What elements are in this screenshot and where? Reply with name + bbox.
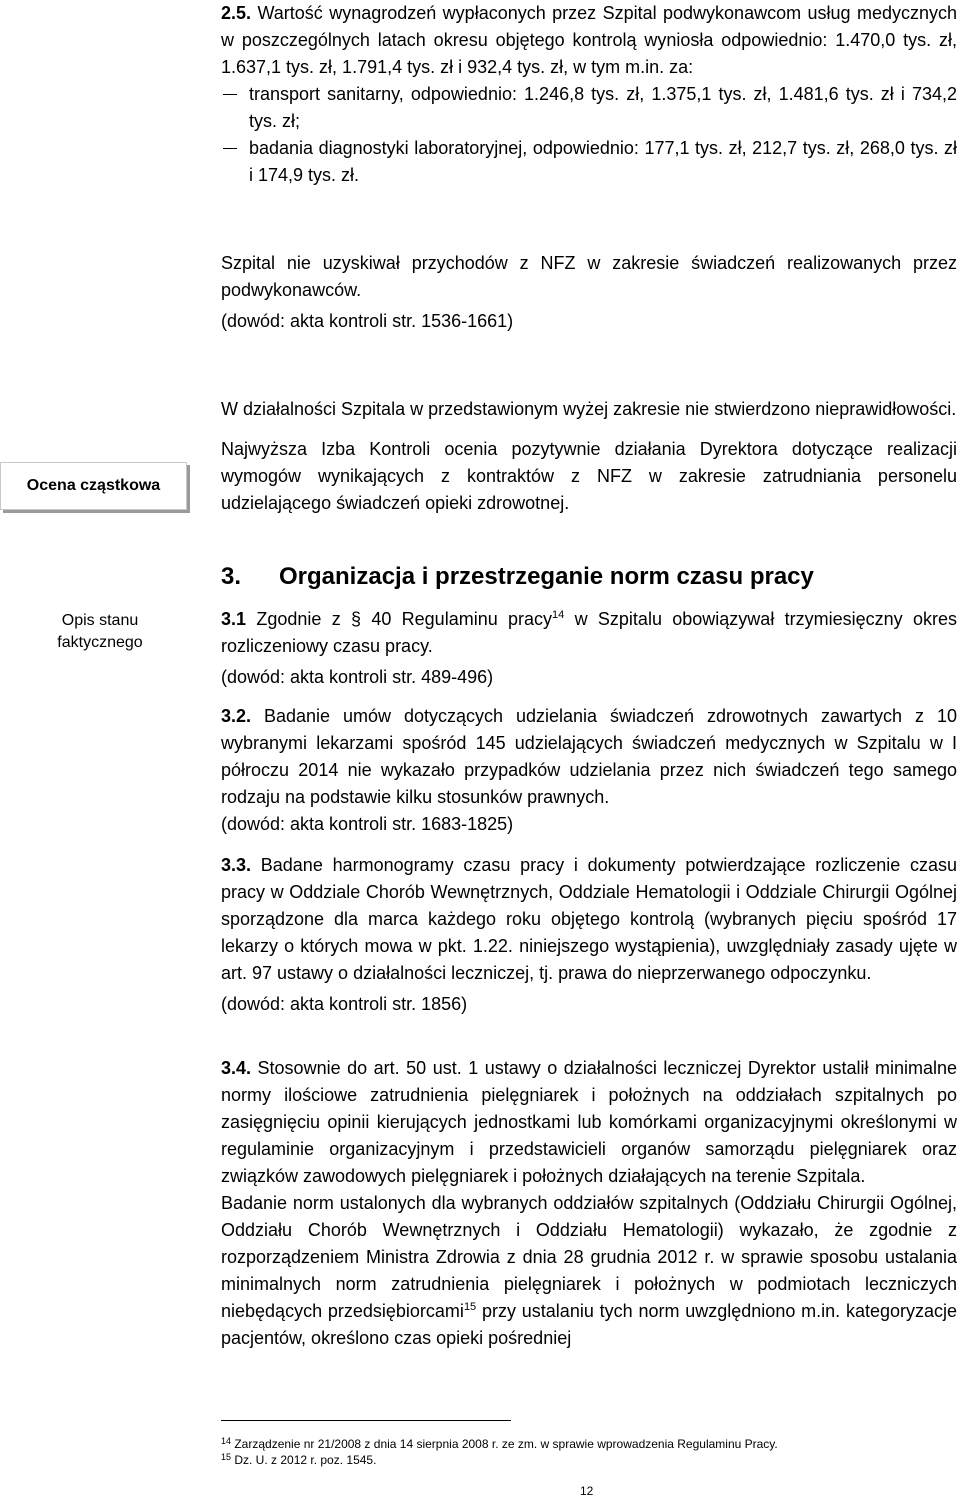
section-number: 3. (221, 563, 242, 590)
evidence-note: (dowód: akta kontroli str. 1683-1825) (221, 814, 514, 834)
footnote (221, 1452, 957, 1468)
evidence-note: (dowód: akta kontroli str. 1856) (221, 994, 468, 1014)
list-item: badania diagnostyki laboratoryjnej, odpowiednio: 177,1 tys. zł, 212,7 tys. zł, 268,0 tys. zł i 174,9 tys. zł. (221, 135, 957, 189)
paragraph-text-cont: w Szpitalu obowiązywał trzymiesięczny okres rozliczeniowy czasu pracy. (221, 609, 957, 656)
cost-breakdown-list (221, 81, 957, 189)
paragraph-text: Badanie umów dotyczących udzielania świadczeń zdrowotnych zawartych z 10 wybranymi lekarzami spośród 145 udzielających świadczeń medycznych w Szpitalu w I półroczu 2014 nie wykazało przypadków udzielania przez nich świadczeń tego samego rodzaju na podstawie kilku stosunków prawnych. (221, 706, 957, 807)
paragraph-3-2 (221, 703, 957, 811)
partial-assessment-box (0, 462, 187, 510)
footnote-separator (221, 1420, 511, 1421)
paragraph-number: 3.2. (221, 706, 252, 726)
list-item: transport sanitarny, odpowiednio: 1.246,8 tys. zł, 1.375,1 tys. zł, 1.481,6 tys. zł i 734,2 tys. zł; (221, 81, 957, 135)
paragraph-text-cont: przy ustalaniu tych norm uwzględniono m.in. kategoryzacje pacjentów, określono czas opieki pośredniej (221, 1301, 957, 1348)
paragraph-3-1-block (221, 606, 957, 691)
facts-label-line2: faktycznego (57, 634, 143, 651)
paragraph-text: Zgodnie z § 40 Regulaminu pracy (246, 609, 553, 629)
paragraph-3-3 (221, 852, 957, 987)
footnote (221, 1436, 957, 1452)
footnote-number: 14 (221, 1436, 232, 1446)
paragraph-3-4 (221, 1055, 957, 1190)
section-title: Organizacja i przestrzeganie norm czasu pracy (279, 563, 814, 590)
paragraph-text: Wartość wynagrodzeń wypłaconych przez Szpital podwykonawcom usług medycznych w poszczególnych latach okresu objętego kontrolą wyniosła odpowiednio: 1.470,0 tys. zł, 1.637,1 tys. zł, 1.791,4 tys. zł i 932,4 tys. zł, w tym m.in. za: (221, 3, 957, 77)
facts-label-line1: Opis stanu (61, 612, 139, 629)
page-number: 12 (580, 1484, 594, 1498)
paragraph-3-4-block (221, 1055, 957, 1352)
paragraph-number: 3.1 (221, 609, 247, 629)
footnote-ref-15[interactable]: 15 (463, 1301, 477, 1313)
paragraph-number: 3.3. (221, 855, 252, 875)
paragraph-text: Badanie norm ustalonych dla wybranych oddziałów szpitalnych (Oddziału Chirurgii Ogólnej, Oddziału Chorób Wewnętrznych i Oddziału Hematologii) wykazało, że zgodnie z rozporządzeniem Ministra Zdrowia z dnia 28 grudnia 2012 r. w sprawie sposobu ustalania minimalnych norm zatrudnienia pielęgniarek i położnych w podmiotach leczniczych niebędących przedsiębiorcami (221, 1193, 957, 1321)
footnote-ref-14[interactable]: 14 (552, 609, 565, 621)
paragraph-number: 3.4. (221, 1058, 252, 1078)
footnotes (221, 1436, 957, 1468)
footnote-text: Zarządzenie nr 21/2008 z dnia 14 sierpnia 2008 r. ze zm. w sprawie wprowadzenia Regulaminu Pracy. (231, 1437, 778, 1451)
nfz-note: Szpital nie uzyskiwał przychodów z NFZ w zakresie świadczeń realizowanych przez podwykonawców. (221, 253, 957, 300)
paragraph-3-3-block (221, 852, 957, 1018)
nfz-note-block (221, 250, 957, 335)
evidence-note: (dowód: akta kontroli str. 489-496) (221, 667, 494, 687)
section-heading (221, 562, 957, 592)
positive-assessment-text: Najwyższa Izba Kontroli ocenia pozytywnie działania Dyrektora dotyczące realizacji wymogów wynikających z kontraktów z NFZ w zakresie zatrudniania personelu udzielającego świadczeń opieki zdrowotnej. (221, 439, 957, 513)
paragraph-2-5 (221, 0, 957, 81)
paragraph-text: Stosownie do art. 50 ust. 1 ustawy o działalności leczniczej Dyrektor ustalił minimalne normy ilościowe zatrudnienia pielęgniarek i położnych na oddziałach szpitalnych po zasięgnięciu opinii kierujących jednostkami lub komórkami organizacyjnymi określonymi w regulaminie organizacyjnym i przedstawicieli organów samorządu pielęgniarek oraz związków zawodowych pielęgniarek i położnych działających na terenie Szpitala. (221, 1058, 957, 1186)
paragraph-3-2-block (221, 703, 957, 838)
paragraph-text: Badane harmonogramy czasu pracy i dokumenty potwierdzające rozliczenie czasu pracy w Oddziale Chorób Wewnętrznych, Oddziale Hematologii i Oddziale Chirurgii Ogólnej sporządzone dla marca każdego roku objętego kontrolą (wybranych pięciu spośród 17 lekarzy o których mowa w pkt. 1.22. niniejszego wystąpienia), uwzględniały zasady ujęte w art. 97 ustawy o działalności leczniczej, tj. prawa do nieprzerwanego odpoczynku. (221, 855, 957, 983)
facts-description-label (40, 610, 160, 654)
footnote-number: 15 (221, 1452, 232, 1462)
no-irregularities-text: W działalności Szpitala w przedstawionym wyżej zakresie nie stwierdzono nieprawidłowości. (221, 399, 957, 419)
section-3-heading-block (221, 562, 957, 592)
paragraph-3-4-cont (221, 1190, 957, 1352)
section-2-5 (221, 0, 957, 189)
evidence-note: (dowód: akta kontroli str. 1536-1661) (221, 311, 514, 331)
paragraph-3-1 (221, 606, 957, 660)
footnote-text: Dz. U. z 2012 r. poz. 1545. (231, 1453, 377, 1467)
partial-assessment-label: Ocena cząstkowa (26, 477, 161, 494)
paragraph-number: 2.5. (221, 3, 252, 23)
assessment-block (221, 396, 957, 517)
